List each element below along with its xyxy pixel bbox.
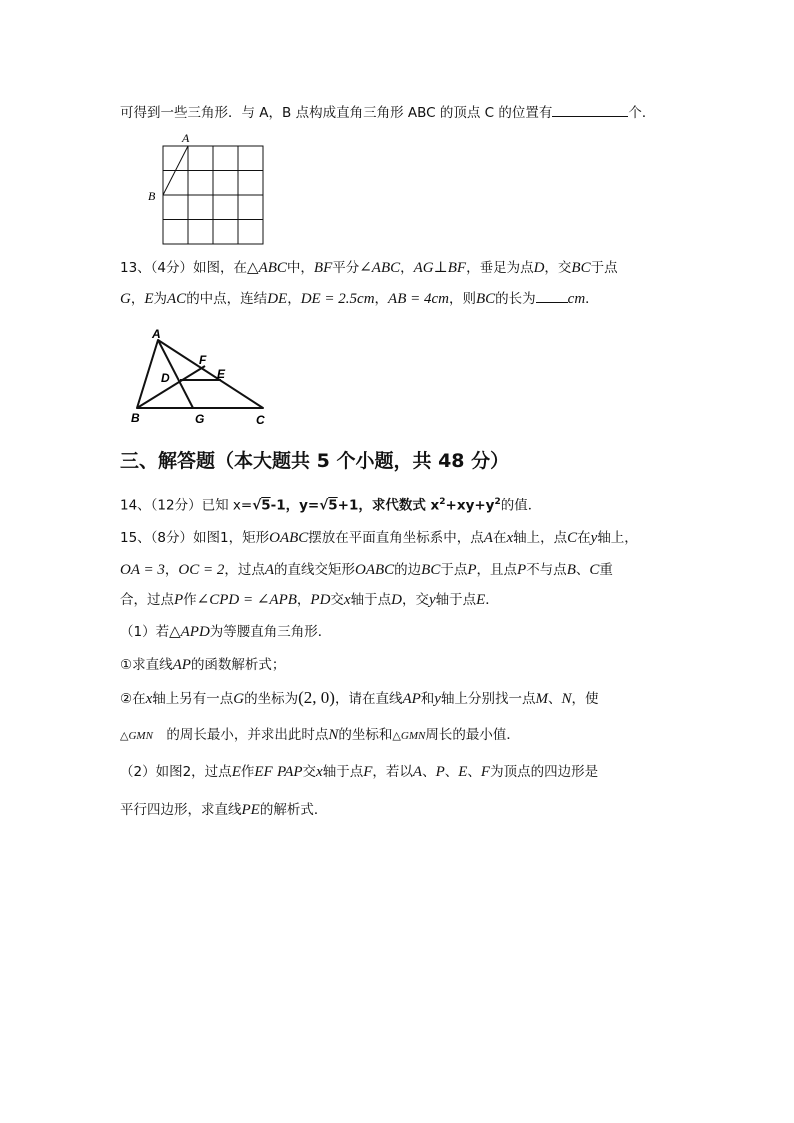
q13-math: G: [120, 291, 131, 307]
q15-text: 的周长最小，并求出此时点: [166, 727, 329, 743]
q15-math: M: [535, 691, 548, 707]
q15-text: 交: [302, 764, 317, 780]
q15-math: P: [517, 562, 527, 578]
q13-text: ．: [585, 291, 599, 307]
q15-math: C: [567, 530, 578, 546]
q15-math: (2, 0): [298, 688, 335, 707]
q13-text: ，: [374, 291, 389, 307]
q12-line: [120, 103, 655, 123]
q13-line-2: [120, 289, 599, 309]
q15-text: 在: [577, 530, 591, 546]
q15-math: AP: [402, 691, 421, 707]
q12-grid-figure: [140, 130, 270, 250]
q15-text: 和: [420, 691, 435, 707]
q15-text: 的函数解析式；: [190, 657, 286, 673]
q15-math: PD: [310, 592, 331, 608]
q15-math: C: [589, 562, 600, 578]
q15-math: A: [483, 530, 493, 546]
q15-math: ∠CPD = ∠APB: [196, 592, 297, 608]
q13-text: 平分: [332, 260, 360, 276]
q15-math: EF: [254, 764, 273, 780]
q14-line: [120, 492, 541, 516]
q15-math: P: [467, 562, 477, 578]
q15-text: 15、（8分）如图1，矩形: [120, 530, 270, 546]
q15-text: 轴于点: [350, 592, 392, 608]
q15-math: △GMN: [392, 730, 426, 742]
q15-text: 轴上另有一点: [152, 691, 234, 707]
q15-math: x: [316, 764, 323, 780]
q15-text: 合，过点: [120, 592, 174, 608]
q15-text: 不与点: [526, 562, 567, 578]
q13-label-A: A: [152, 327, 161, 341]
q13-label-D: D: [161, 371, 170, 385]
q13-math: DE = 2.5cm: [300, 291, 375, 307]
q14-text: -1，y=: [270, 497, 320, 514]
q15-math: E: [231, 764, 241, 780]
q13-label-E: E: [217, 367, 226, 381]
q15-text: ，且点: [476, 562, 518, 578]
q13-text: ，交: [544, 260, 572, 276]
q13-text: ，则: [448, 291, 476, 307]
q15-sub-1: [120, 655, 285, 675]
q15-math: OABC: [269, 530, 309, 546]
q13-math: cm: [567, 291, 586, 307]
q15-text: （1）若: [120, 624, 170, 640]
q15-text: 轴上分别找一点: [440, 691, 536, 707]
q15-text: 、: [467, 764, 481, 780]
q13-math: △ABC: [247, 260, 287, 276]
q13-math: BF: [313, 260, 333, 276]
q15-text: 的直线交矩形: [274, 562, 355, 578]
q13-text: 于点: [590, 260, 618, 276]
q13-math: AG⊥BF: [413, 260, 467, 276]
q13-text: 13、（4分）如图，在: [120, 260, 248, 276]
q15-part-2: [120, 762, 598, 782]
q15-text: ．: [485, 592, 499, 608]
q15-text: ，若以: [372, 764, 413, 780]
q13-label-G: G: [195, 412, 205, 426]
q14-text: 14、（12分）已知 x=: [120, 497, 253, 514]
q12-answer-blank[interactable]: [552, 104, 628, 117]
q15-text: ，使: [571, 691, 599, 707]
q13-text: 的中点，连结: [186, 291, 268, 307]
q15-text: 为顶点的四边形是: [490, 764, 599, 780]
q15-math: G: [233, 691, 245, 707]
q15-math: D: [391, 592, 402, 608]
q15-math: y: [428, 592, 436, 608]
q12-label-a: A: [182, 131, 190, 145]
q15-text: 轴于点: [322, 764, 364, 780]
q12-text: 可得到一些三角形．与 A，B 点构成直角三角形 ABC 的顶点 C 的位置有: [120, 105, 553, 121]
q15-math: N: [328, 727, 339, 743]
q15-text: 轴于点: [435, 592, 477, 608]
q15-line-3: [120, 590, 499, 610]
q15-math: △GMN: [120, 730, 153, 742]
q15-line-1: [120, 528, 638, 548]
q15-text: 摆放在平面直角坐标系中，点: [308, 530, 484, 546]
q15-math: OC = 2: [178, 562, 225, 578]
q15-math: E: [458, 764, 468, 780]
q15-text: （2）如图2，过点: [120, 764, 232, 780]
q15-text: 、: [444, 764, 459, 780]
q13-math: ∠ABC: [359, 260, 401, 276]
q14-sqrt: √5: [252, 497, 271, 514]
q13-math: AB = 4cm: [388, 291, 449, 307]
q15-part-2-cont: [120, 800, 327, 820]
q13-text: 中，: [286, 260, 314, 276]
q15-text: 在: [492, 530, 507, 546]
q15-text: 平行四边形，求直线: [120, 802, 242, 818]
q15-math: P: [435, 764, 445, 780]
q15-text: 轴上，点: [513, 530, 568, 546]
q15-text: ，: [296, 592, 311, 608]
q13-math: AC: [167, 291, 187, 307]
q15-math: OABC: [355, 562, 395, 578]
q13-text: ，: [130, 291, 145, 307]
q13-text: ，垂足为点: [466, 260, 534, 276]
q14-radicand: 5: [328, 497, 338, 514]
q13-text: ，: [287, 291, 301, 307]
q15-math: N: [561, 691, 572, 707]
q15-text: 、: [575, 562, 590, 578]
q14-superscript: 2: [494, 497, 501, 507]
q15-line-2: [120, 560, 613, 580]
q13-math: BC: [571, 260, 591, 276]
q15-text: 的坐标和: [338, 727, 393, 743]
q13-answer-blank[interactable]: [536, 290, 568, 303]
q13-label-C: C: [256, 413, 265, 427]
q15-math: AP: [172, 657, 191, 673]
q15-text: 的解析式．: [259, 802, 328, 818]
q15-text: 于点: [440, 562, 468, 578]
q13-triangle-figure: [125, 328, 275, 433]
q15-text: ，交: [401, 592, 429, 608]
q15-text: 作: [240, 764, 255, 780]
q14-text: +xy+y: [445, 497, 495, 514]
q15-text: ，过点: [224, 562, 265, 578]
q14-radicand: 5: [261, 497, 271, 514]
q15-sub-2-cont: [120, 725, 520, 746]
q15-text: 、: [547, 691, 562, 707]
q15-math: x: [145, 691, 153, 707]
q13-math: DE: [267, 291, 288, 307]
q15-text: 作: [183, 592, 197, 608]
q12-label-b: B: [148, 189, 156, 203]
q13-math: D: [533, 260, 545, 276]
q15-sub-2: [120, 688, 598, 709]
q15-text: 、: [422, 764, 436, 780]
q14-sqrt: √5: [319, 497, 338, 514]
q13-label-B: B: [131, 411, 140, 425]
q14-text: +1，求代数式 x: [337, 497, 440, 514]
q15-math: E: [476, 592, 486, 608]
q15-math: P: [174, 592, 184, 608]
q13-line-1: [120, 258, 618, 278]
q15-text: ，请在直线: [334, 691, 403, 707]
q15-text: 周长的最小值．: [425, 727, 520, 743]
q12-tail: 个．: [628, 105, 656, 121]
q13-text: 的长为: [495, 291, 536, 307]
q15-math: A: [412, 764, 423, 780]
q15-text: 的坐标为: [244, 691, 299, 707]
q13-triangle-abc: [137, 340, 263, 408]
q15-math: x: [343, 592, 351, 608]
q15-part-1: [120, 622, 331, 642]
q15-text: ①求直线: [120, 657, 173, 673]
q15-text: ，: [164, 562, 179, 578]
q15-text: 的边: [394, 562, 422, 578]
q15-math: y: [434, 691, 441, 707]
q15-text: 轴上，: [597, 530, 638, 546]
q13-text: 为: [153, 291, 168, 307]
q15-text: 为等腰直角三角形．: [209, 624, 332, 640]
q15-text: 重: [599, 562, 613, 578]
q15-math: F: [363, 764, 373, 780]
q15-math: B: [566, 562, 576, 578]
q13-math: BC: [475, 291, 496, 307]
q15-math: x: [506, 530, 514, 546]
section-3-heading: 三、解答题（本大题共 5 个小题，共 48 分）: [120, 450, 510, 472]
q15-math: F: [480, 764, 491, 780]
q15-math: AP: [284, 764, 303, 780]
q15-math: A: [264, 562, 274, 578]
q13-label-F: F: [199, 353, 207, 367]
q14-superscript: 2: [439, 497, 446, 507]
q15-math: PE: [241, 802, 260, 818]
q13-text: ，: [400, 260, 414, 276]
q14-text: 的值．: [500, 497, 542, 514]
q15-math: P: [276, 764, 285, 780]
q13-math: E: [144, 291, 154, 307]
q15-math: y: [590, 530, 598, 546]
q15-math: △APD: [169, 624, 210, 640]
q15-text: ②在: [120, 691, 146, 707]
q15-math: OA = 3: [120, 562, 165, 578]
q15-math: BC: [421, 562, 441, 578]
q15-text: 交: [330, 592, 344, 608]
